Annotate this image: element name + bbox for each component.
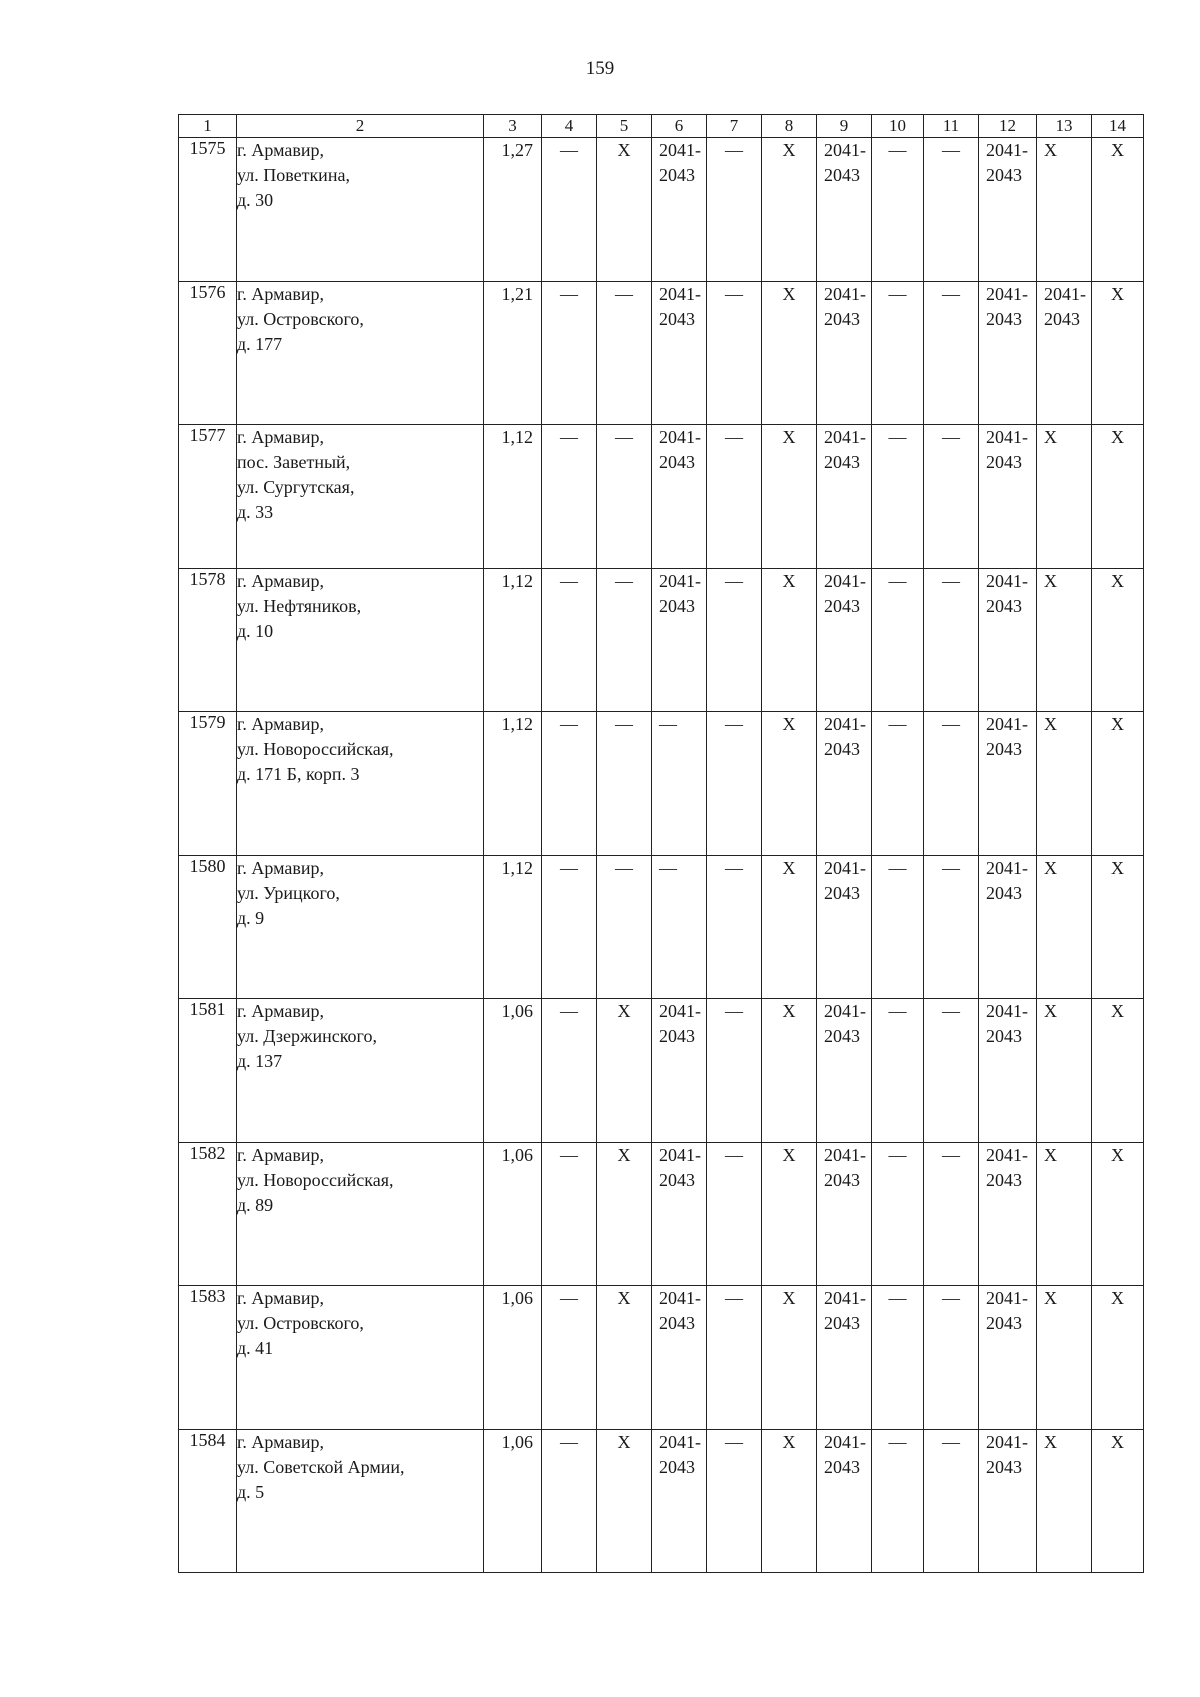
value-cell-7: — [707,568,762,712]
table-row [179,138,1144,282]
value-cell-6 [652,1429,707,1573]
address-line: д. 33 [237,502,274,522]
value-cell-5: — [597,712,652,856]
value-cell-5: X [597,1286,652,1430]
address-line: пос. Заветный, [237,452,351,472]
value-cell-14: X [1092,281,1144,425]
column-header: 4 [542,115,597,138]
year-line: 2043 [659,1169,695,1190]
year-line: 2043 [986,1313,1022,1333]
address-line: г. Армавир, [237,714,324,734]
value-cell-3: 1,06 [484,999,542,1143]
address-line: ул. Новороссийская, [237,1169,394,1190]
value-cell-9 [817,568,872,712]
value-cell-4: — [542,568,597,712]
year-line: 2041- [824,1144,866,1165]
value-cell-5: X [597,1142,652,1286]
table-row [179,1142,1144,1286]
year-line: 2043 [659,452,695,472]
address-line: г. Армавир, [237,1144,324,1165]
row-number: 1582 [179,1142,237,1286]
year-line: 2043 [824,882,860,903]
column-header: 6 [652,115,707,138]
address-line: ул. Сургутская, [237,477,355,497]
value-cell-3: 1,06 [484,1429,542,1573]
address-line: ул. Дзержинского, [237,1026,377,1046]
value-cell-10: — [872,281,924,425]
address-line: г. Армавир, [237,427,324,447]
year-line: 2041- [659,283,701,304]
year-line: 2043 [659,165,695,185]
value-cell-12 [979,1429,1037,1573]
year-line: 2041- [986,1431,1028,1452]
year-line: 2043 [986,1456,1022,1477]
year-line: 2043 [986,1026,1022,1046]
value-cell-12 [979,855,1037,999]
value-cell-11: — [924,712,979,856]
value-cell-12 [979,999,1037,1143]
address-line: д. 9 [237,907,265,928]
value-cell-13: X [1037,568,1092,712]
value-cell-13: X [1037,855,1092,999]
year-line: 2043 [824,308,860,329]
value-cell-5: — [597,425,652,569]
value-cell-11: — [924,138,979,282]
value-cell-14: X [1092,568,1144,712]
year-line: 2043 [659,1313,695,1333]
value-cell-11: — [924,1429,979,1573]
value-cell-4: — [542,712,597,856]
data-table [178,114,1144,1573]
address-line: г. Армавир, [237,857,324,878]
address-line: ул. Урицкого, [237,882,340,903]
value-cell-3: 1,12 [484,568,542,712]
year-line: 2043 [986,1169,1022,1190]
value-cell-4: — [542,1286,597,1430]
value-cell-13: X [1037,1142,1092,1286]
year-line: 2041- [824,1001,866,1021]
year-line: 2041- [824,283,866,304]
value-cell-6: — [652,712,707,856]
value-cell-7: — [707,1286,762,1430]
column-header: 14 [1092,115,1144,138]
row-number: 1577 [179,425,237,569]
value-cell-12 [979,138,1037,282]
address-line: д. 137 [237,1051,283,1071]
address-cell [237,138,484,282]
address-cell [237,281,484,425]
value-cell-10: — [872,999,924,1143]
value-cell-6 [652,1142,707,1286]
value-cell-7: — [707,712,762,856]
table-row [179,1429,1144,1573]
value-cell-3: 1,12 [484,855,542,999]
value-cell-5: — [597,855,652,999]
value-cell-9 [817,712,872,856]
value-cell-5: X [597,1429,652,1573]
address-line: ул. Новороссийская, [237,739,394,759]
value-cell-9 [817,425,872,569]
value-cell-13: X [1037,712,1092,856]
value-cell-8: X [762,568,817,712]
address-line: д. 5 [237,1481,265,1502]
year-line: 2043 [659,1026,695,1046]
address-line: д. 41 [237,1338,274,1358]
address-line: ул. Советской Армии, [237,1456,405,1477]
year-line: 2043 [824,1313,860,1333]
value-cell-10: — [872,568,924,712]
year-line: 2043 [986,595,1022,616]
year-line: 2041- [824,427,866,447]
year-line: 2041- [824,570,866,591]
value-cell-13: X [1037,999,1092,1143]
value-cell-6: — [652,855,707,999]
value-cell-14: X [1092,1286,1144,1430]
value-cell-9 [817,281,872,425]
value-cell-14: X [1092,855,1144,999]
value-cell-6 [652,568,707,712]
column-header: 12 [979,115,1037,138]
year-line: 2041- [824,714,866,734]
year-line: 2043 [986,165,1022,185]
value-cell-12 [979,568,1037,712]
address-line: г. Армавир, [237,140,324,160]
address-line: д. 171 Б, корп. 3 [237,764,360,784]
year-line: 2041- [986,1001,1028,1021]
year-line: 2043 [986,308,1022,329]
value-cell-12 [979,1286,1037,1430]
year-line: 2043 [824,739,860,759]
column-header: 9 [817,115,872,138]
value-cell-10: — [872,138,924,282]
value-cell-6 [652,1286,707,1430]
value-cell-12 [979,1142,1037,1286]
address-line: ул. Поветкина, [237,165,350,185]
year-line: 2041- [824,140,866,160]
value-cell-11: — [924,568,979,712]
value-cell-7: — [707,138,762,282]
value-cell-13: X [1037,138,1092,282]
value-cell-12 [979,712,1037,856]
value-cell-9 [817,855,872,999]
value-cell-14: X [1092,999,1144,1143]
column-header: 8 [762,115,817,138]
year-line: 2043 [824,165,860,185]
year-line: 2041- [986,714,1028,734]
value-cell-3: 1,06 [484,1142,542,1286]
column-header: 2 [237,115,484,138]
table-row [179,999,1144,1143]
value-cell-10: — [872,1429,924,1573]
value-cell-3: 1,12 [484,425,542,569]
row-number: 1578 [179,568,237,712]
value-cell-7: — [707,855,762,999]
value-cell-4: — [542,1142,597,1286]
value-cell-4: — [542,855,597,999]
year-line: 2041- [824,1431,866,1452]
value-cell-6 [652,999,707,1143]
value-cell-11: — [924,1142,979,1286]
value-cell-11: — [924,855,979,999]
address-line: д. 89 [237,1194,274,1215]
value-cell-4: — [542,138,597,282]
value-cell-8: X [762,712,817,856]
value-cell-3: 1,06 [484,1286,542,1430]
value-cell-13 [1037,281,1092,425]
value-cell-8: X [762,138,817,282]
column-header: 11 [924,115,979,138]
column-header: 1 [179,115,237,138]
table-row [179,281,1144,425]
header-row [179,115,1144,138]
value-cell-5: — [597,568,652,712]
address-line: г. Армавир, [237,1431,324,1452]
column-header: 5 [597,115,652,138]
year-line: 2043 [824,595,860,616]
value-cell-7: — [707,425,762,569]
address-cell [237,1429,484,1573]
value-cell-3: 1,21 [484,281,542,425]
value-cell-14: X [1092,1142,1144,1286]
year-line: 2043 [986,452,1022,472]
value-cell-3: 1,27 [484,138,542,282]
value-cell-7: — [707,281,762,425]
value-cell-8: X [762,281,817,425]
value-cell-6 [652,138,707,282]
value-cell-9 [817,1429,872,1573]
value-cell-11: — [924,999,979,1143]
value-cell-9 [817,138,872,282]
year-line: 2043 [824,1026,860,1046]
row-number: 1584 [179,1429,237,1573]
value-cell-14: X [1092,138,1144,282]
address-cell [237,568,484,712]
value-cell-6 [652,425,707,569]
year-line: 2041- [986,140,1028,160]
column-header: 7 [707,115,762,138]
year-line: 2041- [986,427,1028,447]
value-cell-4: — [542,999,597,1143]
value-cell-3: 1,12 [484,712,542,856]
value-cell-13: X [1037,425,1092,569]
year-line: 2043 [824,1169,860,1190]
address-cell [237,1142,484,1286]
row-number: 1575 [179,138,237,282]
address-line: д. 30 [237,190,274,210]
value-cell-4: — [542,1429,597,1573]
value-cell-9 [817,999,872,1143]
table-row [179,425,1144,569]
year-line: 2041- [986,1288,1028,1308]
value-cell-12 [979,425,1037,569]
value-cell-7: — [707,999,762,1143]
row-number: 1579 [179,712,237,856]
value-cell-7: — [707,1429,762,1573]
year-line: 2041- [659,570,701,591]
value-cell-5: X [597,138,652,282]
value-cell-14: X [1092,1429,1144,1573]
table-row [179,855,1144,999]
table-row [179,712,1144,856]
address-cell [237,855,484,999]
column-header: 3 [484,115,542,138]
year-line: 2043 [659,308,695,329]
value-cell-8: X [762,425,817,569]
table-row [179,568,1144,712]
year-line: 2043 [986,882,1022,903]
address-cell [237,999,484,1143]
year-line: 2041- [986,1144,1028,1165]
column-header: 10 [872,115,924,138]
value-cell-4: — [542,281,597,425]
address-line: д. 177 [237,333,283,354]
address-cell [237,1286,484,1430]
year-line: 2041- [659,140,701,160]
value-cell-10: — [872,425,924,569]
value-cell-6 [652,281,707,425]
year-line: 2041- [659,427,701,447]
row-number: 1580 [179,855,237,999]
address-line: ул. Островского, [237,1313,364,1333]
address-line: г. Армавир, [237,1001,324,1021]
year-line: 2043 [986,739,1022,759]
value-cell-13: X [1037,1286,1092,1430]
table-body [179,138,1144,1573]
value-cell-8: X [762,999,817,1143]
address-line: г. Армавир, [237,1288,324,1308]
year-line: 2043 [824,1456,860,1477]
value-cell-4: — [542,425,597,569]
address-cell [237,712,484,856]
value-cell-8: X [762,1429,817,1573]
year-line: 2041- [1044,283,1086,304]
value-cell-11: — [924,425,979,569]
address-line: д. 10 [237,620,274,641]
table-row [179,1286,1144,1430]
value-cell-7: — [707,1142,762,1286]
row-number: 1576 [179,281,237,425]
year-line: 2041- [986,570,1028,591]
row-number: 1581 [179,999,237,1143]
address-line: г. Армавир, [237,570,324,591]
year-line: 2043 [824,452,860,472]
value-cell-14: X [1092,425,1144,569]
value-cell-10: — [872,712,924,856]
column-header: 13 [1037,115,1092,138]
value-cell-9 [817,1142,872,1286]
page-number: 159 [585,58,615,79]
year-line: 2041- [659,1144,701,1165]
value-cell-12 [979,281,1037,425]
address-line: ул. Нефтяников, [237,595,362,616]
value-cell-11: — [924,1286,979,1430]
address-line: г. Армавир, [237,283,324,304]
row-number: 1583 [179,1286,237,1430]
year-line: 2041- [659,1288,701,1308]
year-line: 2041- [824,857,866,878]
year-line: 2043 [1044,308,1080,329]
year-line: 2041- [659,1001,701,1021]
address-line: ул. Островского, [237,308,364,329]
value-cell-13: X [1037,1429,1092,1573]
value-cell-11: — [924,281,979,425]
year-line: 2041- [986,857,1028,878]
value-cell-10: — [872,1286,924,1430]
value-cell-10: — [872,855,924,999]
value-cell-8: X [762,1286,817,1430]
value-cell-9 [817,1286,872,1430]
year-line: 2041- [659,1431,701,1452]
value-cell-14: X [1092,712,1144,856]
address-cell [237,425,484,569]
value-cell-10: — [872,1142,924,1286]
year-line: 2041- [824,1288,866,1308]
year-line: 2043 [659,1456,695,1477]
value-cell-8: X [762,1142,817,1286]
value-cell-8: X [762,855,817,999]
year-line: 2043 [659,595,695,616]
value-cell-5: X [597,999,652,1143]
year-line: 2041- [986,283,1028,304]
value-cell-5: — [597,281,652,425]
